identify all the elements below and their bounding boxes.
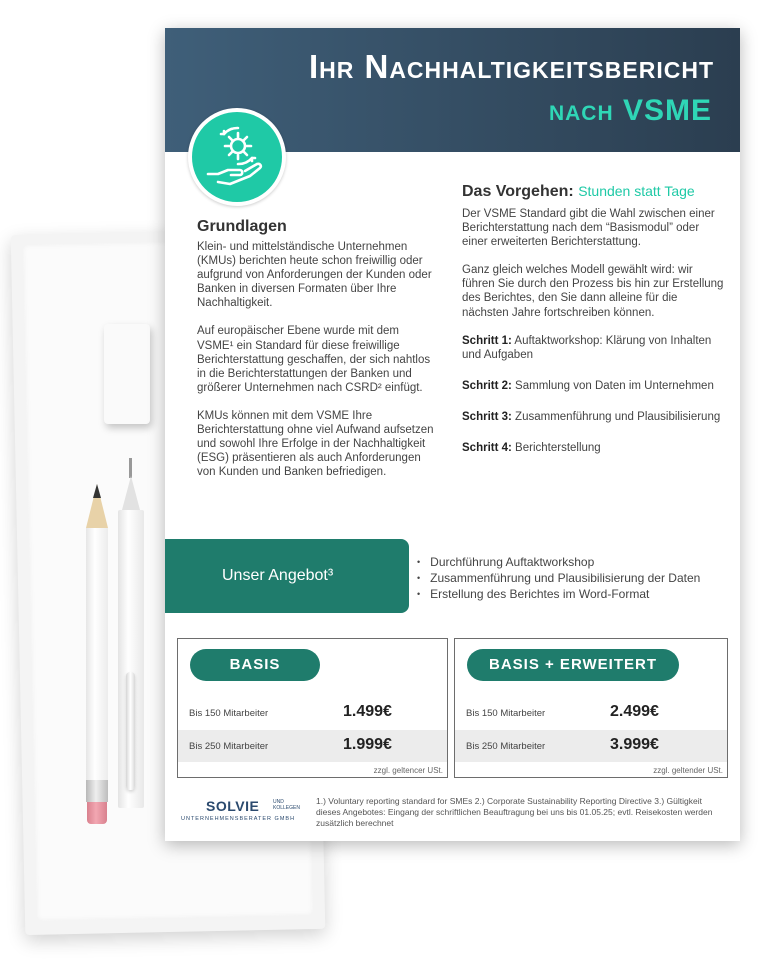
angebot-list xyxy=(417,555,700,603)
price-label: Bis 150 Mitarbeiter xyxy=(466,708,546,719)
vat-note: zzgl. geltender USt. xyxy=(653,766,723,775)
price-label: Bis 150 Mitarbeiter xyxy=(189,708,269,719)
angebot-box xyxy=(165,539,409,613)
price-row xyxy=(455,730,727,762)
vorgehen-title-text: Das Vorgehen: xyxy=(462,183,574,200)
step-label: Schritt 2: xyxy=(462,379,512,392)
list-item: • Erstellung des Berichtes im Word-Format xyxy=(417,587,700,603)
plan-name: BASIS + ERWEITERT xyxy=(467,649,679,681)
price-value: 2.499€ xyxy=(610,703,659,720)
grundlagen-title: Grundlagen xyxy=(197,218,287,235)
step-text: Berichterstellung xyxy=(515,442,601,455)
pricing-card-basis xyxy=(177,638,448,778)
price-label: Bis 250 Mitarbeiter xyxy=(466,741,546,752)
page-title: Ihr Nachhaltigkeitsbericht xyxy=(308,48,714,85)
pencil xyxy=(86,484,108,842)
vorgehen-paragraph: Ganz gleich welches Modell gewählt wird: wir führen Sie durch den Prozess bis hin zur Erstellung des Berichtes, den Sie dann alleine für die nächsten Jahre fortschreiben können. xyxy=(462,264,724,319)
page-subtitle: nach VSME xyxy=(548,94,712,127)
company-subtitle: UNTERNEHMENSBERATER GMBH xyxy=(181,816,296,822)
price-value: 3.999€ xyxy=(610,736,659,753)
plan-name: BASIS xyxy=(190,649,320,681)
step-text: Auftaktworkshop: Klärung von Inhalten und Aufgaben xyxy=(462,334,712,361)
price-label: Bis 250 Mitarbeiter xyxy=(189,741,269,752)
grundlagen-paragraph: Klein- und mittelständische Unternehmen (KMUs) berichten heute schon freiwillig oder aufgrund von Anforderungen der Kunden oder Banken in diversen Formaten über Ihre Nachhaltigkeit. xyxy=(197,241,432,310)
price-value: 1.999€ xyxy=(343,736,392,753)
step-4 xyxy=(462,441,724,455)
step-text: Zusammenführung und Plausibilisierung xyxy=(515,410,721,423)
grundlagen-text xyxy=(197,240,435,493)
grundlagen-paragraph: Auf europäischer Ebene wurde mit dem VSME¹ ein Standard für diese freiwillige Berichterstattung geschaffen, der sich nahtlos in die Berichterstattungen der Banken und größerer Unternehmen nach CSRD² einfügt. xyxy=(197,325,431,394)
step-label: Schritt 4: xyxy=(462,442,512,455)
step-label: Schritt 3: xyxy=(462,410,512,423)
grundlagen-paragraph: KMUs können mit dem VSME Ihre Berichterstattung ohne viel Aufwand aufsetzen und sowohl Ihre Erfolge in der Nachhaltigkeit (ESG) präsentieren als auch Anforderungen von Kunden und Banken befriedigen. xyxy=(197,409,434,479)
eraser xyxy=(104,324,150,424)
price-value: 1.499€ xyxy=(343,703,392,720)
step-3 xyxy=(462,410,724,424)
step-text: Sammlung von Daten im Unternehmen xyxy=(515,379,714,392)
price-row xyxy=(178,697,447,729)
angebot-title: Unser Angebot³ xyxy=(222,567,334,584)
company-name: SOLVIE xyxy=(206,798,260,814)
vorgehen-accent: Stunden statt Tage xyxy=(578,183,695,199)
mechanical-pencil xyxy=(118,458,144,818)
flyer xyxy=(165,28,740,841)
step-label: Schritt 1: xyxy=(462,334,512,347)
step-1 xyxy=(462,334,724,362)
step-2 xyxy=(462,379,724,393)
footnote: 1.) Voluntary reporting standard for SMEs 2.) Corporate Sustainability Reporting Directive 3.) Gültigkeit dieses Angebotes: Eingang der schriftlichen Beauftragung bei uns bis 01.05.25; evtl. Reisekosten werden zusätzlich berechnet xyxy=(316,796,713,828)
hand-gear-cycle-icon xyxy=(188,108,286,206)
vorgehen-text xyxy=(462,207,724,472)
list-item: • Durchführung Auftaktworkshop xyxy=(417,555,700,571)
vorgehen-paragraph: Der VSME Standard gibt die Wahl zwischen einer Berichterstattung nach dem “Basismodul” oder einer erweiterten Berichterstattung. xyxy=(462,208,715,249)
list-item: • Zusammenführung und Plausibilisierung der Daten xyxy=(417,571,700,587)
company-logo xyxy=(181,798,305,828)
price-row xyxy=(455,697,727,729)
vorgehen-title xyxy=(462,183,695,201)
vat-note: zzgl. geltencer USt. xyxy=(373,766,443,775)
pricing-card-erweitert xyxy=(454,638,728,778)
price-row xyxy=(178,730,447,762)
company-und: UND KOLLEGEN xyxy=(273,799,300,811)
